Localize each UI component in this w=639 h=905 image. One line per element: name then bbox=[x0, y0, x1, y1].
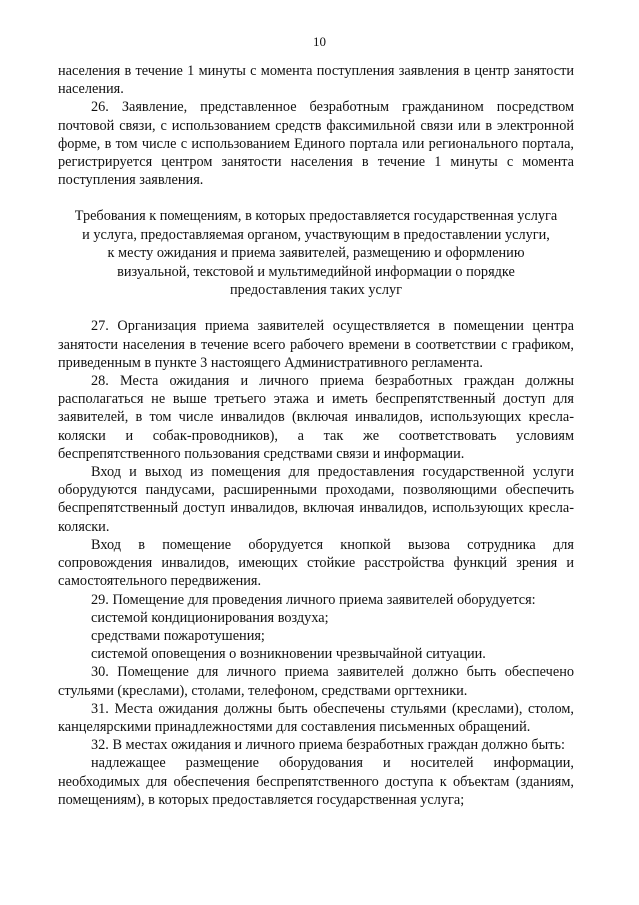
section-heading-line: к месту ожидания и приема заявителей, размещению и оформлению bbox=[107, 245, 525, 262]
paragraph-26: 26. Заявление, представленное безработным гражданином посредством почтовой связи, с использованием средств факсимильной связи или в электронной форме, в том числе с использованием Единого портала или регионального портала, регистрируется центром занятости населения в течение 1 минуты с момента поступления заявления. bbox=[58, 99, 574, 189]
paragraph-call-button: Вход в помещение оборудуется кнопкой вызова сотрудника для сопровождения инвалидов, имеющих стойкие расстройства функций зрения и самостоятельного передвижения. bbox=[58, 536, 574, 590]
list-item-air-conditioning: системой кондиционирования воздуха; bbox=[91, 609, 329, 626]
section-heading-line: предоставления таких услуг bbox=[229, 282, 403, 299]
paragraph-31: 31. Места ожидания должны быть обеспечены стульями (креслами), столом, канцелярскими принадлежностями для составления письменных обращений. bbox=[58, 700, 574, 735]
paragraph-equipment-placement: надлежащее размещение оборудования и носителей информации, необходимых для обеспечения беспрепятственного доступа к объектам (зданиям, помещениям), в которых предоставляется государственная услуга; bbox=[58, 755, 574, 808]
section-heading-line: Требования к помещениям, в которых предоставляется государственная услуга bbox=[74, 208, 558, 225]
paragraph-continuation: населения в течение 1 минуты с момента поступления заявления в центр занятости населения. bbox=[58, 63, 574, 98]
page-number: 10 bbox=[313, 34, 326, 49]
paragraph-32: 32. В местах ожидания и личного приема безработных граждан должно быть: bbox=[91, 737, 565, 754]
paragraph-29: 29. Помещение для проведения личного приема заявителей оборудуется: bbox=[91, 591, 536, 608]
list-item-fire-extinguishing: средствами пожаротушения; bbox=[91, 627, 265, 644]
paragraph-28: 28. Места ожидания и личного приема безработных граждан должны располагаться не выше третьего этажа и иметь беспрепятственный доступ для заявителей, в том числе инвалидов (включая инвалидов, использующих кресла-коляски и собак-проводников), а так же соответствовать условиям беспрепятственного пользования средствами связи и информации. bbox=[58, 373, 574, 462]
section-heading-line: визуальной, текстовой и мультимедийной информации о порядке bbox=[117, 263, 515, 280]
document-body bbox=[58, 62, 574, 809]
paragraph-27: 27. Организация приема заявителей осуществляется в помещении центра занятости населения в течение всего рабочего времени в соответствии с графиком, приведенным в пункте 3 настоящего Административного регламента. bbox=[58, 318, 574, 371]
paragraph-30: 30. Помещение для личного приема заявителей должно быть обеспечено стульями (креслами), столами, телефоном, средствами оргтехники. bbox=[58, 664, 574, 699]
paragraph-entrance-ramps: Вход и выход из помещения для предоставления государственной услуги оборудуются пандусами, расширенными проходами, позволяющими обеспечить беспрепятственный доступ инвалидов, включая инвалидов, использующих кресла-коляски. bbox=[58, 464, 574, 535]
section-heading-line: и услуга, предоставляемая органом, участвующим в предоставлении услуги, bbox=[82, 226, 550, 243]
list-item-emergency-alert: системой оповещения о возникновении чрезвычайной ситуации. bbox=[91, 646, 486, 663]
section-heading bbox=[58, 207, 574, 299]
